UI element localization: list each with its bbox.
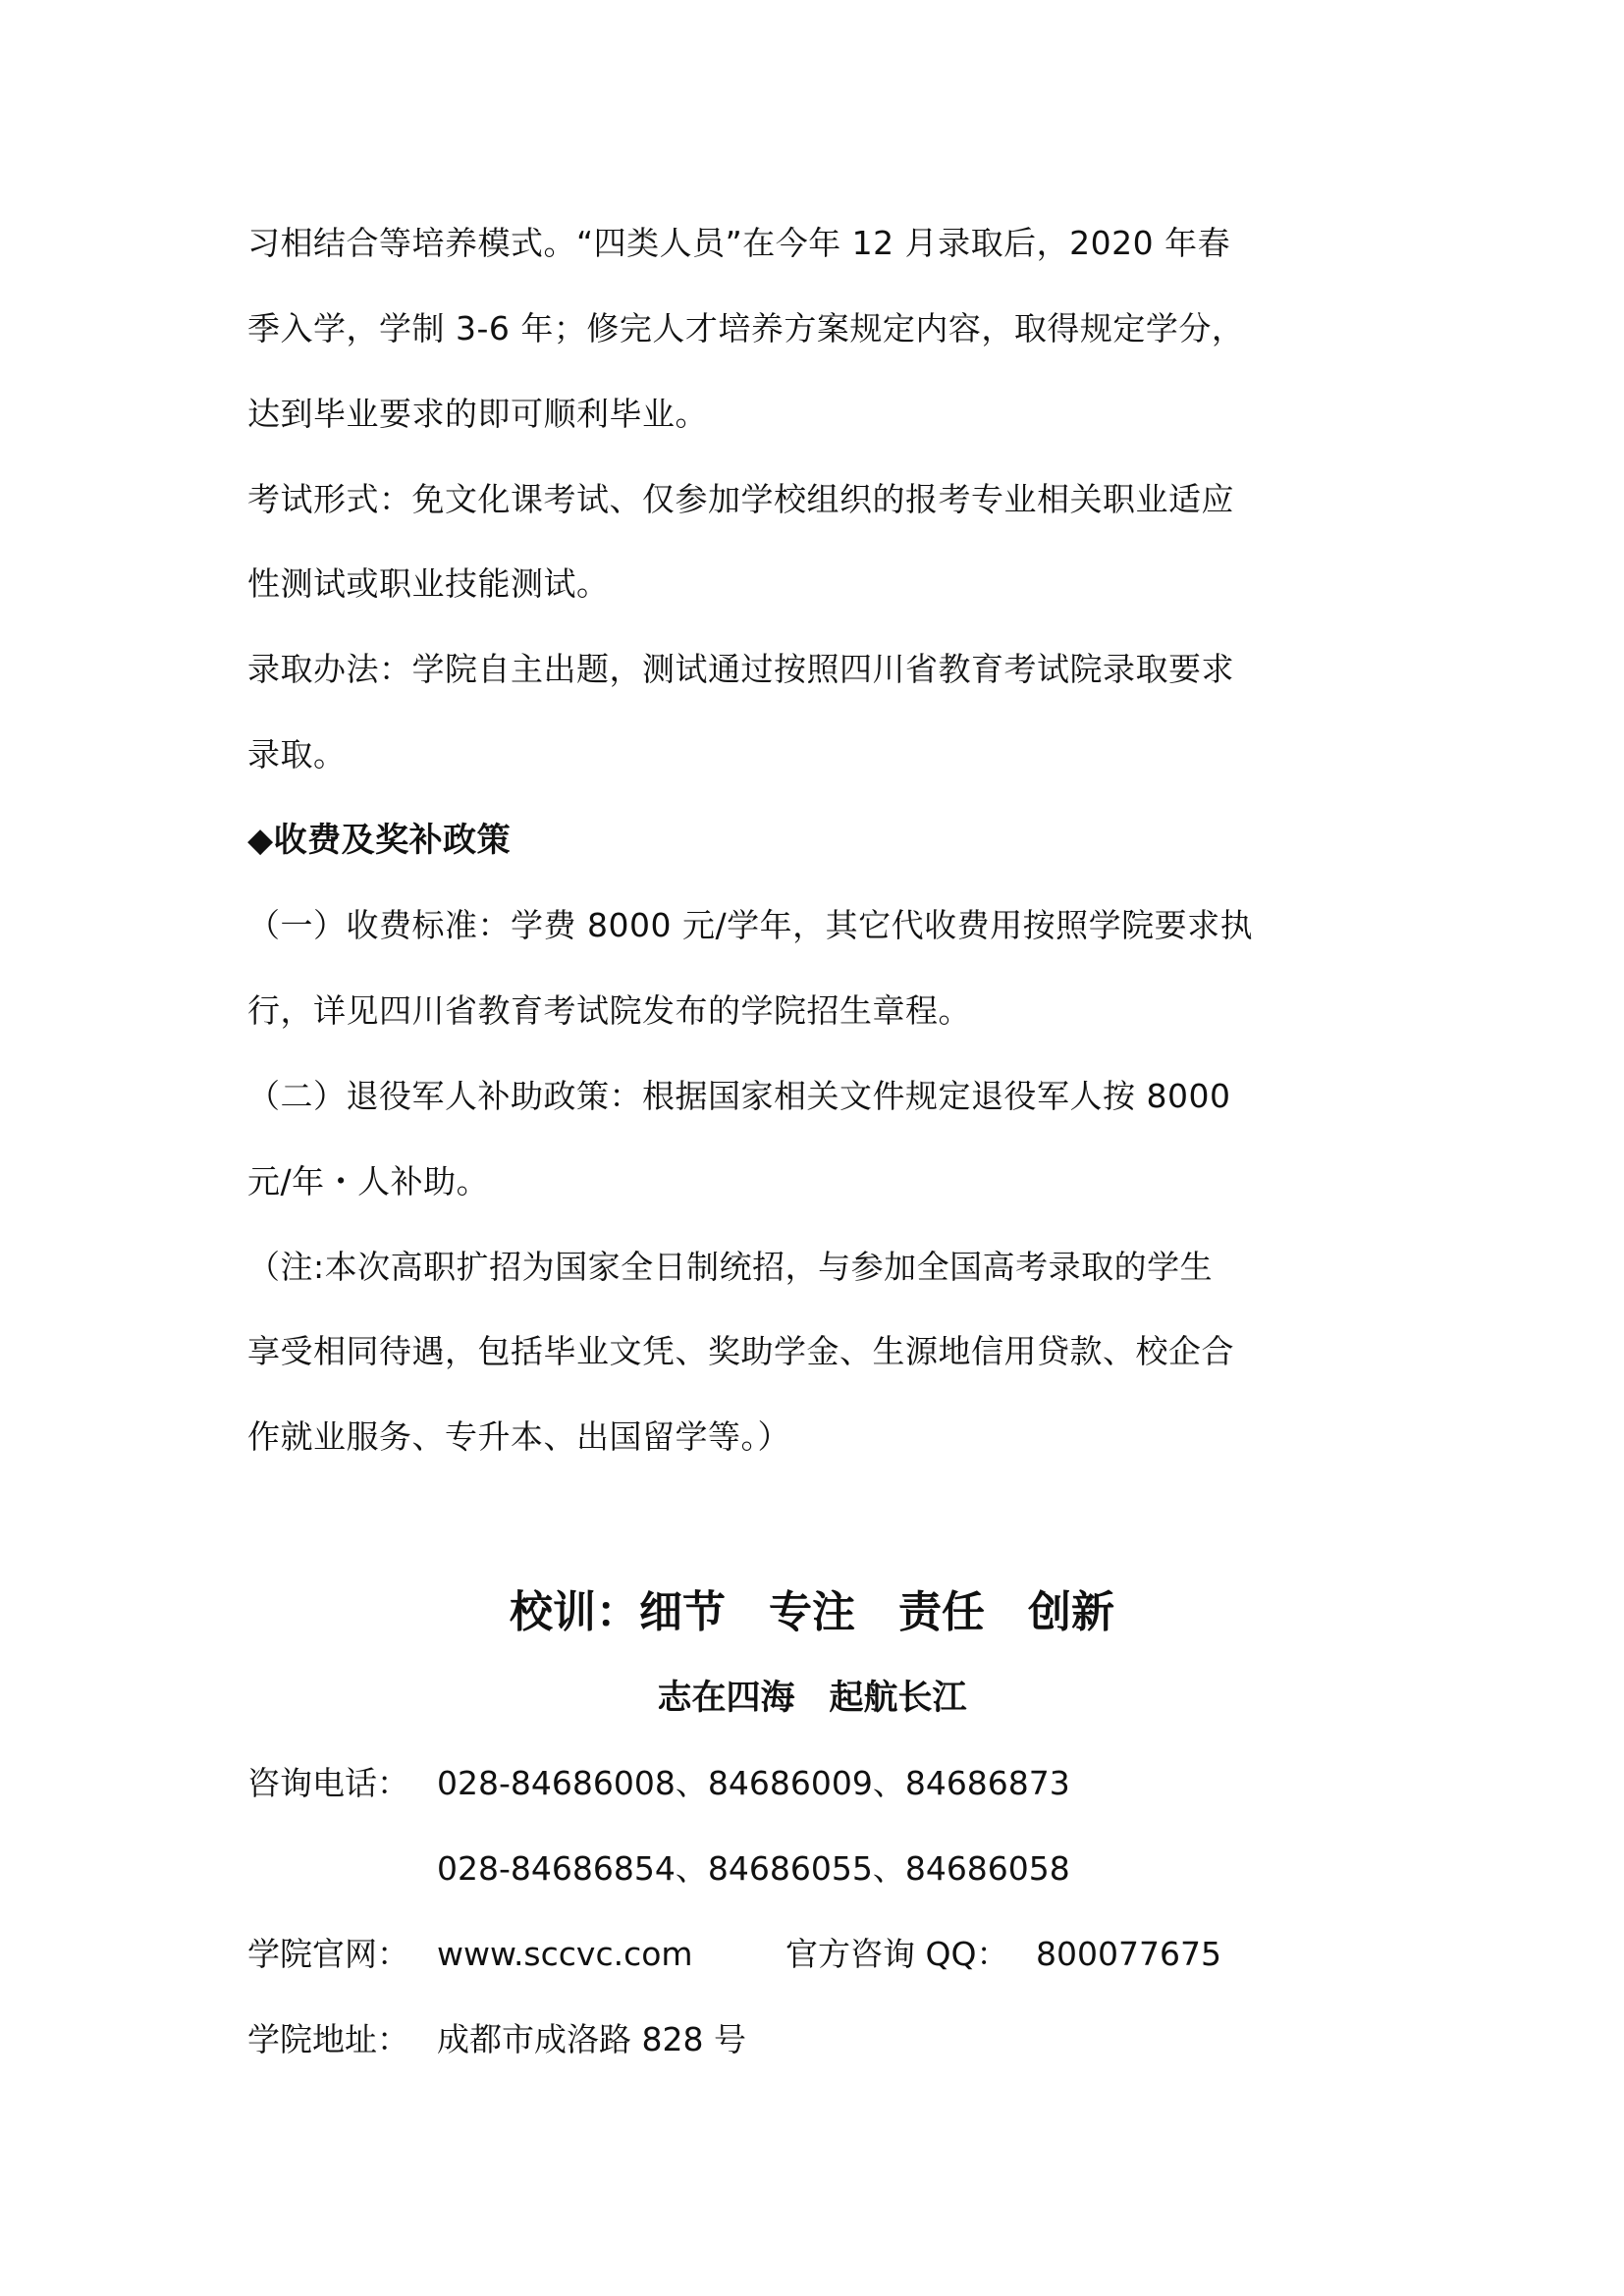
school-motto: 校训：细节 专注 责任 创新	[510, 1587, 1114, 1637]
phone-numbers-line-1: 028-84686008、84686009、84686873	[437, 1764, 1070, 1802]
admission-method-line-2: 录取。	[247, 735, 347, 774]
fee-standard-line-1: （一）收费标准：学费 8000 元/学年，其它代收费用按照学院要求执	[247, 906, 1254, 944]
note-line-3: 作就业服务、专升本、出国留学等。）	[247, 1417, 790, 1456]
address-label: 学院地址：	[247, 2020, 409, 2058]
qq-label: 官方咨询 QQ：	[785, 1935, 1009, 1973]
qq-number: 800077675	[1036, 1935, 1221, 1973]
phone-label: 咨询电话：	[247, 1764, 409, 1802]
note-line-1: （注:本次高职扩招为国家全日制统招，与参加全国高考录取的学生	[247, 1248, 1214, 1286]
veteran-subsidy-line-2: 元/年・人补助。	[247, 1162, 490, 1201]
phone-numbers-line-2: 028-84686854、84686055、84686058	[437, 1849, 1070, 1888]
body-line-2: 季入学，学制 3-6 年；修完人才培养方案规定内容，取得规定学分，	[247, 309, 1245, 347]
fee-standard-line-2: 行，详见四川省教育考试院发布的学院招生章程。	[247, 991, 971, 1030]
address-value: 成都市成洛路 828 号	[437, 2020, 746, 2058]
fees-heading: ◆收费及奖补政策	[247, 821, 512, 860]
website-link[interactable]: www.sccvc.com	[437, 1935, 693, 1973]
body-line-3: 达到毕业要求的即可顺利毕业。	[247, 395, 708, 433]
veteran-subsidy-line-1: （二）退役军人补助政策：根据国家相关文件规定退役军人按 8000	[247, 1077, 1231, 1115]
note-line-2: 享受相同待遇，包括毕业文凭、奖助学金、生源地信用贷款、校企合	[247, 1332, 1234, 1370]
exam-format-line-1: 考试形式：免文化课考试、仅参加学校组织的报考专业相关职业适应	[247, 480, 1234, 518]
admission-method-line-1: 录取办法：学院自主出题，测试通过按照四川省教育考试院录取要求	[247, 650, 1234, 688]
exam-format-line-2: 性测试或职业技能测试。	[247, 564, 610, 603]
body-line-1: 习相结合等培养模式。“四类人员”在今年 12 月录取后，2020 年春	[247, 224, 1231, 262]
school-slogan: 志在四海 起航长江	[657, 1679, 967, 1718]
website-label: 学院官网：	[247, 1935, 409, 1973]
